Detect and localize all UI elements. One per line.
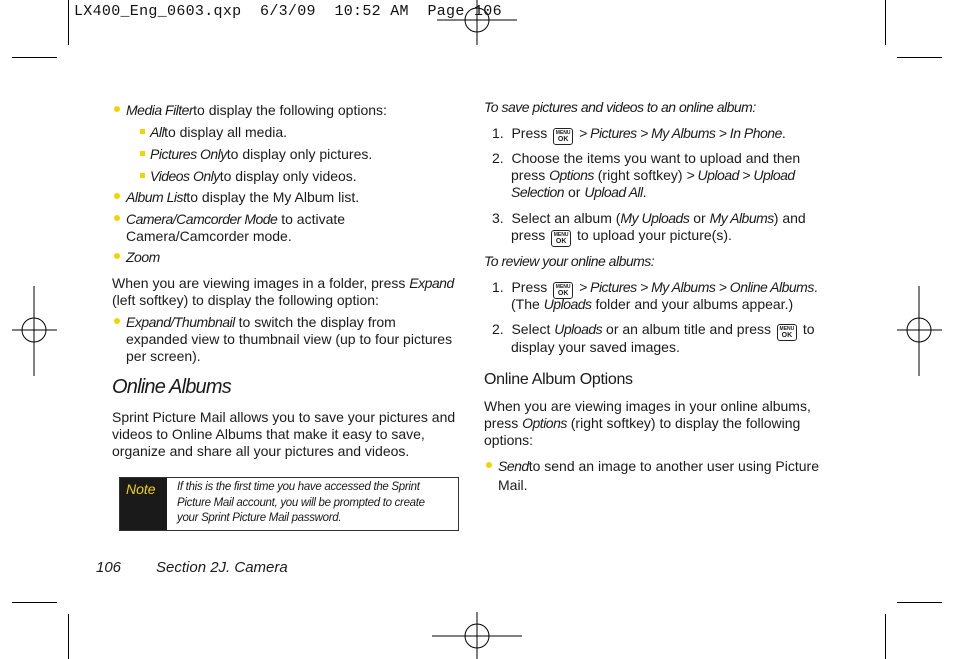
bullet-icon: [114, 253, 120, 259]
save-step-2: 2. Choose the items you want to upload and then: [492, 150, 801, 166]
review-step-1-cont: (The Uploads folder and your albums appear.): [511, 296, 794, 312]
registration-mark-right: [897, 286, 942, 376]
list-item-videos-only: Videos Onlyto display only videos.: [150, 168, 357, 184]
menu-ok-key-icon: MENU OK: [553, 282, 573, 299]
folder-paragraph: When you are viewing images in a folder, press Expand (left softkey) to display the following option:: [112, 275, 454, 308]
menu-ok-key-icon: MENU OK: [553, 128, 573, 145]
bullet-icon: [114, 318, 120, 324]
review-step-1: 1. Press MENU OK > Pictures > My Albums > Online Albums.: [492, 279, 818, 297]
section-label: Section 2J. Camera: [156, 559, 288, 576]
note-text: If this is the first time you have accessed the Sprint Picture Mail account, you will be prompted to create your Sprint Picture Mail password.: [177, 481, 425, 524]
sub-bullet-icon: [140, 129, 145, 134]
review-step-2: 2. Select Uploads or an album title and press MENU OK to: [492, 321, 815, 339]
crop-mark: [12, 602, 57, 603]
save-step-3-cont: press MENU OK to upload your picture(s).: [511, 227, 732, 245]
list-item-camera-mode: Camera/Camcorder Mode to activate Camera/Camcorder mode.: [126, 211, 346, 244]
list-item-album-list: Album Listto display the My Album list.: [126, 189, 360, 205]
save-step-3: 3. Select an album (My Uploads or My Albums) and: [492, 210, 806, 226]
crop-mark: [68, 614, 69, 659]
registration-mark-bottom: [432, 612, 522, 659]
bullet-icon: [114, 215, 120, 221]
list-item-all: Allto display all media.: [150, 124, 288, 140]
crop-mark: [885, 0, 886, 45]
section-title: Online Albums: [112, 376, 231, 398]
save-step-2-cont: press Options (right softkey) > Upload > Upload Selection or Upload All.: [511, 167, 795, 200]
crop-mark: [12, 57, 57, 58]
save-heading: To save pictures and videos to an online album:: [484, 99, 756, 115]
crop-mark: [897, 57, 942, 58]
list-item-pictures-only: Pictures Onlyto display only pictures.: [150, 146, 373, 162]
sub-bullet-icon: [140, 173, 145, 178]
intro-paragraph: Sprint Picture Mail allows you to save your pictures and videos to Online Albums that make it easy to save, organize and share all your pictures and videos.: [112, 409, 456, 459]
bullet-icon: [486, 462, 492, 468]
note-label: Note: [126, 481, 156, 497]
list-item-zoom: Zoom: [126, 249, 160, 265]
list-item-send: Sendto send an image to another user using Picture Mail.: [498, 458, 819, 493]
menu-ok-key-icon: MENU OK: [777, 324, 797, 341]
save-step-1: 1. Press MENU OK > Pictures > My Albums > In Phone.: [492, 125, 786, 143]
review-step-2-cont: display your saved images.: [511, 339, 680, 355]
print-slug: LX400_Eng_0603.qxp 6/3/09 10:52 AM Page 106: [74, 3, 502, 20]
review-heading: To review your online albums:: [484, 253, 655, 269]
list-item-media-filter: Media Filterto display the following options:: [126, 102, 387, 118]
bullet-icon: [114, 193, 120, 199]
list-item-expand-thumbnail: Expand/Thumbnail to switch the display from expanded view to thumbnail view (up to four pictures per screen).: [126, 314, 453, 364]
crop-mark: [885, 614, 886, 659]
note-label-box: [120, 478, 167, 530]
crop-mark: [68, 0, 69, 45]
menu-ok-key-icon: MENU OK: [551, 230, 571, 247]
bullet-icon: [114, 106, 120, 112]
options-paragraph: When you are viewing images in your online albums, press Options (right softkey) to display the following options:: [484, 398, 811, 448]
note-box: [119, 477, 459, 531]
options-title: Online Album Options: [484, 371, 633, 388]
page-number: 106: [96, 559, 122, 576]
sub-bullet-icon: [140, 151, 145, 156]
crop-mark: [897, 602, 942, 603]
registration-mark-left: [12, 286, 57, 376]
